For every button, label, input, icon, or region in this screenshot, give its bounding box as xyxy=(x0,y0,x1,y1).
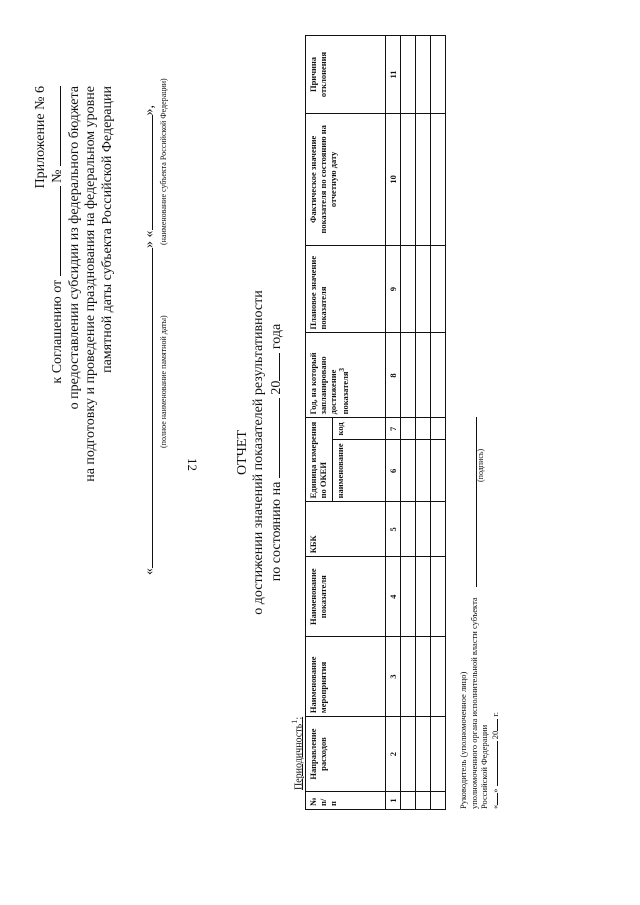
col-number-4: 4 xyxy=(386,557,401,637)
as-of-suffix: года xyxy=(269,323,284,350)
col-number-9: 9 xyxy=(386,245,401,333)
table-cell xyxy=(431,637,446,717)
col-number-7: 7 xyxy=(386,418,401,440)
memorable-date-field xyxy=(140,105,158,575)
table-cell xyxy=(401,113,416,245)
agreement-line-4: памятной даты субъекта Российской Федерации xyxy=(99,86,115,373)
date-day-blank xyxy=(489,793,498,805)
table-cell xyxy=(401,502,416,557)
agreement-date-label: к Соглашению от xyxy=(50,279,65,384)
signature-line-3: Российской Федерации xyxy=(479,724,489,809)
report-table xyxy=(305,35,446,810)
header-unit: Единица измерения по ОКЕИ xyxy=(306,418,333,502)
table-column-numbers-row xyxy=(386,36,401,810)
signature-line-2-text: уполномоченного органа исполнительной власти субъекта xyxy=(469,597,479,809)
col-number-11: 11 xyxy=(386,36,401,114)
header-planned-year: Год, на который запланировано достижение показателя$^3$ xyxy=(306,333,386,418)
col-number-2: 2 xyxy=(386,717,401,792)
quote-open-2: « xyxy=(142,230,157,238)
table-cell xyxy=(431,717,446,792)
agreement-line-2: о предоставлении субсидии из федерального бюджета xyxy=(66,86,82,410)
header-kbk: КБК xyxy=(306,502,386,557)
table-cell xyxy=(401,36,416,114)
as-of-year-prefix: 20 xyxy=(269,380,284,395)
signature-date-line xyxy=(489,417,500,809)
table-cell xyxy=(431,557,446,637)
table-cell xyxy=(416,418,431,440)
col-number-10: 10 xyxy=(386,113,401,245)
table-cell xyxy=(416,440,431,502)
table-cell xyxy=(401,557,416,637)
agreement-number-label: № xyxy=(50,169,65,183)
table-cell xyxy=(431,440,446,502)
table-cell xyxy=(416,717,431,792)
table-cell xyxy=(401,717,416,792)
table-row xyxy=(401,36,416,810)
header-planned-year-text: Год, на который запланировано достижение показателя xyxy=(308,352,350,415)
table-cell xyxy=(431,418,446,440)
col-number-5: 5 xyxy=(386,502,401,557)
periodicity-text: Периодичность xyxy=(293,723,305,790)
header-direction: Направление расходов xyxy=(306,717,386,792)
header-fact-value: Фактическое значение показателя по состоянию на отчетную дату xyxy=(306,113,386,245)
signature-line-1: Руководитель (уполномоченное лицо) xyxy=(458,671,468,809)
as-of-day-blank xyxy=(267,398,280,478)
caption-signature: (подпись) xyxy=(476,448,485,482)
agreement-reference xyxy=(48,86,116,482)
date-year-prefix: 20 xyxy=(490,730,500,740)
table-cell xyxy=(416,557,431,637)
date-year-suffix: г. xyxy=(490,711,500,717)
header-event: Наименование мероприятия xyxy=(306,637,386,717)
caption-subject: (наименование субъекта Российской Федерации) xyxy=(159,78,168,245)
as-of-year-blank xyxy=(267,353,280,381)
periodicity-label: Периодичность$^1$: xyxy=(290,716,305,790)
table-cell xyxy=(401,440,416,502)
table-cell xyxy=(431,792,446,810)
table-cell xyxy=(401,637,416,717)
agreement-line-1 xyxy=(48,86,67,482)
date-blank xyxy=(48,186,61,276)
number-blank xyxy=(48,86,61,166)
table-cell xyxy=(431,502,446,557)
table-cell xyxy=(416,113,431,245)
header-plan-value: Плановое значение показателя xyxy=(306,245,386,333)
table-cell xyxy=(431,245,446,333)
table-cell xyxy=(416,245,431,333)
report-title: ОТЧЕТ xyxy=(235,430,250,475)
header-unit-code: код xyxy=(333,418,386,440)
header-unit-name: наименование xyxy=(333,440,386,502)
table-cell xyxy=(416,502,431,557)
col-number-1: 1 xyxy=(386,792,401,810)
report-subtitle: о достижении значений показателей результативности xyxy=(251,290,266,615)
col-number-6: 6 xyxy=(386,440,401,502)
table-cell xyxy=(416,637,431,717)
table-cell xyxy=(416,333,431,418)
date-quote-open: « xyxy=(490,804,500,809)
subject-blank xyxy=(140,116,153,231)
col-number-8: 8 xyxy=(386,333,401,418)
quote-close: » xyxy=(142,241,157,248)
header-reason: Причина отклонения xyxy=(306,36,386,114)
table-cell xyxy=(401,245,416,333)
table-row xyxy=(416,36,431,810)
table-header-row xyxy=(306,36,333,810)
caption-memorable-date: (полное наименование памятной даты) xyxy=(159,315,168,448)
signature-blank xyxy=(468,417,477,587)
table-cell xyxy=(416,36,431,114)
memorable-date-blank xyxy=(140,248,153,568)
quote-close-2: », xyxy=(142,105,157,116)
table-row xyxy=(431,36,446,810)
as-of-label: по состоянию на xyxy=(269,481,284,582)
date-quote-close: » xyxy=(490,788,500,793)
quote-open: « xyxy=(142,568,157,575)
date-month-blank xyxy=(489,741,498,786)
agreement-line-3: на подготовку и проведение празднования на федеральном уровне xyxy=(83,86,98,482)
header-num: № п/п xyxy=(306,792,386,810)
table-cell xyxy=(401,418,416,440)
report-date-line xyxy=(267,0,285,905)
table-cell xyxy=(431,36,446,114)
table-cell xyxy=(431,333,446,418)
col-number-3: 3 xyxy=(386,637,401,717)
table-cell xyxy=(401,792,416,810)
date-year-blank xyxy=(489,719,498,731)
table-cell xyxy=(401,333,416,418)
table-cell xyxy=(431,113,446,245)
page-number: 12 xyxy=(185,458,200,471)
header-indicator: Наименование показателя xyxy=(306,557,386,637)
table-cell xyxy=(416,792,431,810)
appendix-title: Приложение № 6 xyxy=(33,86,48,189)
